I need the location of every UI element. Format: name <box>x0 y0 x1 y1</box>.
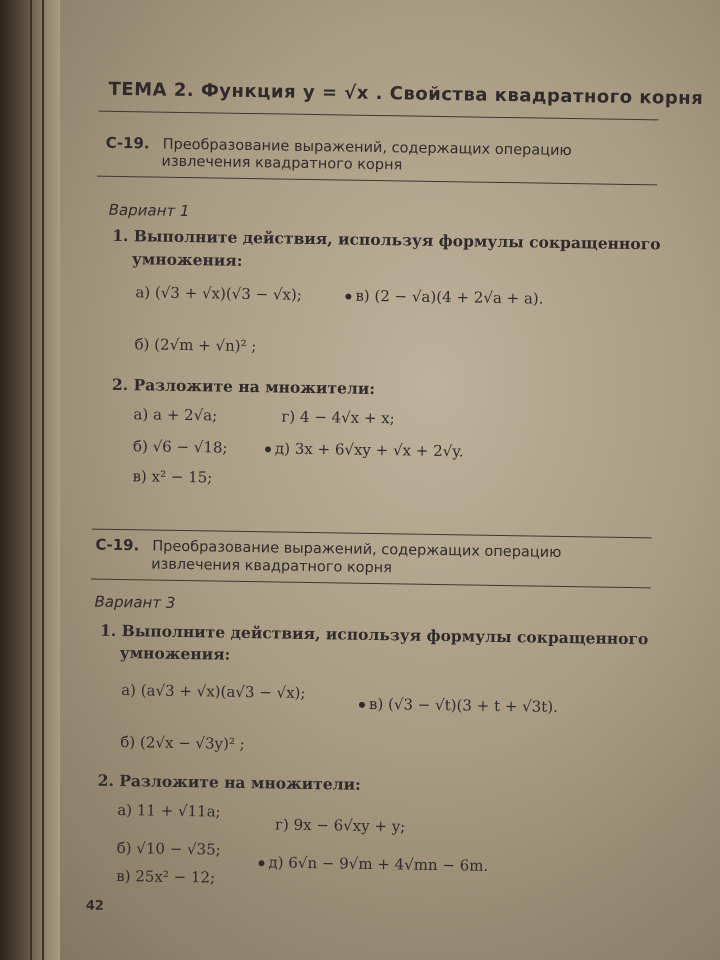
task-2-item-b: б) √6 − √18; <box>132 437 228 457</box>
spine-line <box>42 0 44 960</box>
bullet-icon <box>265 446 271 452</box>
task-1-item-v-text: в) (2 − √a)(4 + 2√a + a). <box>355 286 544 308</box>
task-2-item-d-text: д) 6√n − 9√m + 4√mn − 6m. <box>268 853 489 875</box>
task-2-item-b: б) √10 − √35; <box>116 838 221 859</box>
section-code: С-19. <box>95 535 140 555</box>
section-title-line1: Преобразование выражений, содержащих операцию <box>162 136 572 160</box>
task-1-item-v <box>345 287 543 308</box>
task-1-line1: 1. Выполните действия, используя формулы сокращенного <box>99 620 649 649</box>
task-2-item-g: г) 9x − 6√xy + y; <box>274 815 406 836</box>
textbook-page <box>45 0 720 960</box>
spine-line <box>30 0 32 960</box>
task-2-item-d <box>265 439 464 460</box>
task-1-item-a: а) (√3 + √x)(√3 − √x); <box>135 283 303 304</box>
task-2-line1: 2. Разложите на множители: <box>97 770 362 794</box>
task-2-item-v: в) 25x² − 12; <box>116 866 216 887</box>
variant-label: Вариант 1 <box>108 200 190 221</box>
task-1-line2: умножения: <box>131 249 243 270</box>
divider <box>97 176 657 186</box>
task-1-item-v <box>359 695 558 716</box>
bullet-icon <box>345 294 351 300</box>
divider <box>98 111 658 121</box>
page-number: 42 <box>85 898 104 914</box>
task-2-item-d <box>258 853 488 875</box>
variant-label: Вариант 3 <box>94 592 176 612</box>
section-title-line1: Преобразование выражений, содержащих операцию <box>152 538 562 561</box>
bullet-icon <box>359 702 365 708</box>
task-1-line1: 1. Выполните действия, используя формулы сокращенного <box>112 225 661 254</box>
task-1-item-b: б) (2√m + √n)² ; <box>134 335 257 356</box>
section-title-line2: извлечения квадратного корня <box>161 153 403 174</box>
task-2-item-v: в) x² − 15; <box>132 467 213 487</box>
task-2-item-a: а) 11 + √11a; <box>117 801 221 821</box>
task-1-line2: умножения: <box>119 643 231 664</box>
task-1-item-v-text: в) (√3 − √t)(3 + t + √3t). <box>368 694 559 716</box>
section-code: С-19. <box>105 133 150 153</box>
topic-title: ТЕМА 2. Функция y = √x . Свойства квадратного корня <box>108 78 704 110</box>
divider <box>91 579 651 589</box>
task-1-item-b: б) (2√x − √3y)² ; <box>120 733 245 753</box>
task-1-item-a: а) (a√3 + √x)(a√3 − √x); <box>121 681 306 702</box>
task-2-item-d-text: д) 3x + 6√xy + √x + 2√y. <box>274 439 464 461</box>
task-2-line1: 2. Разложите на множители: <box>111 374 376 398</box>
task-2-item-g: г) 4 − 4√x + x; <box>281 407 395 428</box>
task-2-item-a: а) a + 2√a; <box>133 405 218 425</box>
bullet-icon <box>258 860 264 866</box>
section-title-line2: извлечения квадратного корня <box>151 556 393 577</box>
